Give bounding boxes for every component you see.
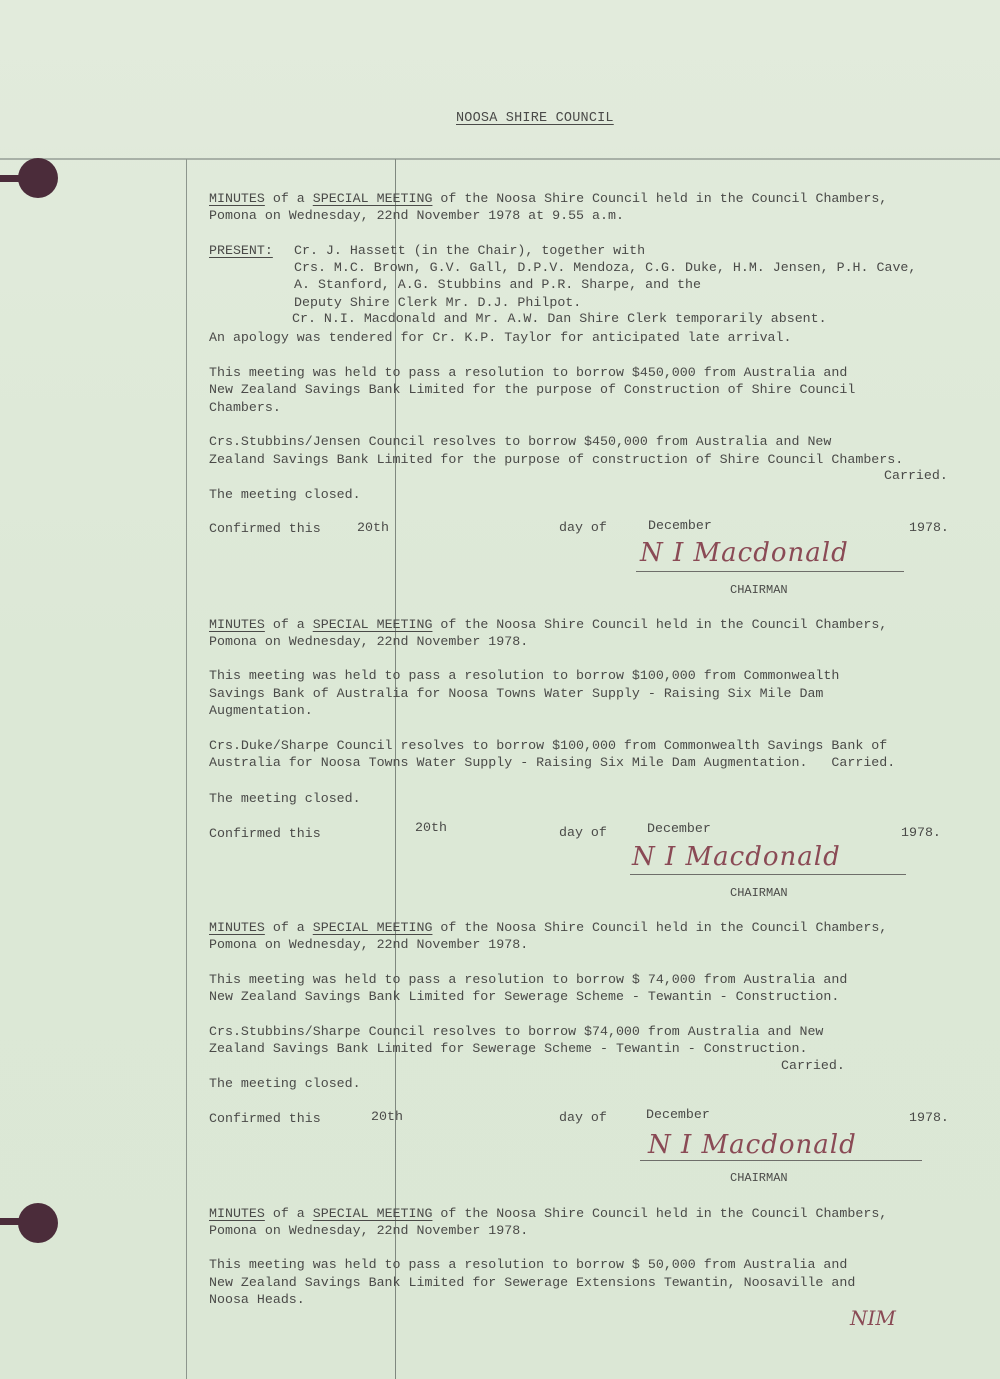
binder-hole-bottom-icon: [18, 1203, 58, 1243]
header-divider: [0, 158, 1000, 160]
day-of-label: day of: [559, 520, 607, 535]
minutes-label: MINUTES: [209, 191, 265, 206]
meeting-heading-line2: Pomona on Wednesday, 22nd November 1978.: [209, 937, 529, 952]
meeting-heading: [209, 616, 887, 633]
confirmed-month: December: [646, 1107, 710, 1122]
meeting-closed: The meeting closed.: [209, 487, 361, 502]
minutes-label: MINUTES: [209, 617, 265, 632]
present-line: Crs. M.C. Brown, G.V. Gall, D.P.V. Mendoza, C.G. Duke, H.M. Jensen, P.H. Cave,: [294, 260, 917, 275]
special-meeting-label: SPECIAL MEETING: [312, 920, 433, 935]
confirmed-month: December: [647, 821, 711, 836]
heading-text: of the Noosa Shire Council held in the Council Chambers,: [432, 191, 888, 206]
carried-label: Carried.: [781, 1058, 845, 1073]
purpose-line: This meeting was held to pass a resolution to borrow $ 50,000 from Australia and: [209, 1257, 848, 1272]
present-line: Cr. N.I. Macdonald and Mr. A.W. Dan Shire Clerk temporarily absent.: [292, 311, 827, 326]
resolution-line: Zealand Savings Bank Limited for Sewerage Scheme - Tewantin - Construction.: [209, 1041, 808, 1056]
purpose-line: Savings Bank of Australia for Noosa Towns Water Supply - Raising Six Mile Dam: [209, 686, 824, 701]
resolution-line: Crs.Duke/Sharpe Council resolves to borrow $100,000 from Commonwealth Savings Bank of: [209, 738, 888, 753]
purpose-line: Chambers.: [209, 400, 281, 415]
purpose-line: New Zealand Savings Bank Limited for Sewerage Extensions Tewantin, Noosaville and: [209, 1275, 856, 1290]
purpose-line: New Zealand Savings Bank Limited for the purpose of Construction of Shire Council: [209, 382, 856, 397]
meeting-heading-line2: Pomona on Wednesday, 22nd November 1978.: [209, 634, 529, 649]
meeting-closed: The meeting closed.: [209, 791, 361, 806]
signature-line: [630, 874, 906, 875]
signature-line: [636, 571, 904, 572]
apology-text: An apology was tendered for Cr. K.P. Taylor for anticipated late arrival.: [209, 330, 792, 345]
resolution-line: Zealand Savings Bank Limited for the purpose of construction of Shire Council Chambers.: [209, 452, 904, 467]
confirmed-year: 1978.: [901, 825, 941, 840]
special-meeting-label: SPECIAL MEETING: [312, 617, 433, 632]
heading-text: of a: [264, 191, 313, 206]
chairman-signature: N I Macdonald: [648, 1130, 857, 1160]
minutes-label: MINUTES: [209, 1206, 265, 1221]
chairman-label: CHAIRMAN: [730, 583, 788, 597]
chairman-signature: N I Macdonald: [632, 842, 841, 872]
meeting-closed: The meeting closed.: [209, 1076, 361, 1091]
resolution-line: Crs.Stubbins/Sharpe Council resolves to borrow $74,000 from Australia and New: [209, 1024, 824, 1039]
heading-text: of a: [264, 617, 313, 632]
resolution-line: Crs.Stubbins/Jensen Council resolves to borrow $450,000 from Australia and New: [209, 434, 832, 449]
confirmed-day: 20th: [371, 1109, 403, 1124]
heading-text: of the Noosa Shire Council held in the Council Chambers,: [432, 920, 888, 935]
present-label-text: PRESENT:: [209, 243, 273, 258]
present-line: A. Stanford, A.G. Stubbins and P.R. Sharpe, and the: [294, 277, 701, 292]
day-of-label: day of: [559, 1110, 607, 1125]
heading-text: of the Noosa Shire Council held in the Council Chambers,: [432, 1206, 888, 1221]
confirmed-label: Confirmed this: [209, 826, 321, 841]
present-line: Deputy Shire Clerk Mr. D.J. Philpot.: [294, 295, 582, 310]
page-title: NOOSA SHIRE COUNCIL: [456, 111, 614, 126]
confirmed-year: 1978.: [909, 520, 949, 535]
chairman-signature: N I Macdonald: [640, 538, 849, 568]
purpose-line: This meeting was held to pass a resolution to borrow $450,000 from Australia and: [209, 365, 848, 380]
chairman-label: CHAIRMAN: [730, 1171, 788, 1185]
binder-hole-top-icon: [18, 158, 58, 198]
purpose-line: This meeting was held to pass a resolution to borrow $100,000 from Commonwealth: [209, 668, 840, 683]
meeting-heading: [209, 190, 887, 207]
confirmed-label: Confirmed this: [209, 1111, 321, 1126]
purpose-line: Noosa Heads.: [209, 1292, 305, 1307]
resolution-line: Australia for Noosa Towns Water Supply - Raising Six Mile Dam Augmentation. Carried.: [209, 755, 896, 770]
special-meeting-label: SPECIAL MEETING: [312, 191, 433, 206]
heading-text: of a: [264, 920, 313, 935]
carried-label: Carried.: [884, 468, 948, 483]
meeting-heading: [209, 1205, 887, 1222]
margin-rule-left: [186, 159, 187, 1379]
present-label: [209, 242, 273, 259]
purpose-line: Augmentation.: [209, 703, 313, 718]
purpose-line: New Zealand Savings Bank Limited for Sewerage Scheme - Tewantin - Construction.: [209, 989, 840, 1004]
confirmed-day: 20th: [415, 820, 447, 835]
initials-mark: NIM: [850, 1306, 896, 1330]
meeting-heading: [209, 919, 887, 936]
special-meeting-label: SPECIAL MEETING: [312, 1206, 433, 1221]
confirmed-label: Confirmed this: [209, 521, 321, 536]
present-line: Cr. J. Hassett (in the Chair), together with: [294, 243, 646, 258]
chairman-label: CHAIRMAN: [730, 886, 788, 900]
confirmed-year: 1978.: [909, 1110, 949, 1125]
minutes-label: MINUTES: [209, 920, 265, 935]
signature-line: [640, 1160, 922, 1161]
heading-text: of a: [264, 1206, 313, 1221]
heading-text: of the Noosa Shire Council held in the Council Chambers,: [432, 617, 888, 632]
confirmed-day: 20th: [357, 520, 389, 535]
meeting-heading-line2: Pomona on Wednesday, 22nd November 1978.: [209, 1223, 529, 1238]
meeting-heading-line2: Pomona on Wednesday, 22nd November 1978 at 9.55 a.m.: [209, 208, 624, 223]
confirmed-month: December: [648, 518, 712, 533]
day-of-label: day of: [559, 825, 607, 840]
purpose-line: This meeting was held to pass a resolution to borrow $ 74,000 from Australia and: [209, 972, 848, 987]
